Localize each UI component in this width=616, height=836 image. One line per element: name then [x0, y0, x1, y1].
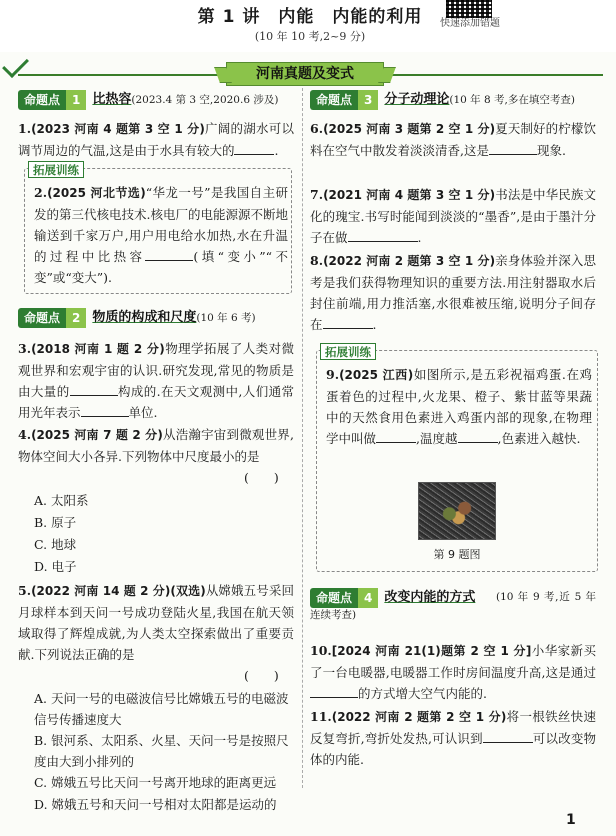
question-text: 从浩瀚宇宙到微观世界,物体空间大小各异.下列物体中尺度最小的是 — [18, 427, 294, 464]
question-source: (2022 河南 2 题第 2 空 1 分) — [331, 710, 507, 724]
extension-label: 拓展训练 — [320, 343, 376, 360]
answer-blank[interactable] — [323, 315, 373, 329]
topic-4-note: (10 年 9 考,近 5 年连续考查) — [310, 591, 596, 621]
header-bar — [0, 0, 616, 52]
question-text: 从嫦娥五号采回月球样本到天问一号成功登陆火星,我国在航天领域取得了辉煌成就,为人类太空探索做出了重要贡献.下列说法正确的是 — [18, 583, 294, 662]
column-divider — [302, 88, 303, 788]
question-number: 11. — [310, 709, 332, 724]
topic-number: 1 — [66, 90, 86, 110]
answer-blank[interactable] — [70, 382, 118, 396]
question-4 — [18, 424, 294, 467]
question-source: (2022 河南 14 题 2 分)(双选) — [31, 584, 206, 598]
topic-note: (2023.4 第 3 空,2020.6 涉及) — [131, 94, 279, 106]
topic-header-1 — [18, 90, 278, 110]
question-text: 物理学拓展了人类对微观世界和宏观宇宙的认识.研究发现,常见的物质是由大量的 — [18, 341, 294, 399]
topic-name: 分子动理论 — [384, 92, 450, 107]
question-3 — [18, 338, 294, 423]
option-b[interactable]: B. 银河系、太阳系、火星、天问一号是按照尺度由大到小排列的 — [34, 733, 289, 769]
question-end: ,色素进入越快. — [497, 431, 581, 446]
question-7 — [310, 184, 596, 248]
answer-paren[interactable]: ( ) — [244, 668, 279, 683]
question-9 — [326, 364, 592, 449]
question-1 — [18, 118, 294, 161]
topic-tag: 命题点 — [18, 308, 66, 328]
answer-blank[interactable] — [376, 429, 416, 443]
question-text: 广阔的湖水可以调节周边的气温,这是由于水具有较大的 — [18, 121, 294, 158]
option-c[interactable]: C. 嫦娥五号比天问一号离开地球的距离更远 — [34, 775, 277, 790]
qr-label: 快速添加错题 — [440, 18, 500, 29]
question-text: 书法是中华民族文化的瑰宝.书写时能闻到淡淡的“墨香”,是由于墨汁分子在做 — [310, 187, 596, 245]
question-5 — [18, 580, 294, 665]
question-6 — [310, 118, 596, 161]
question-number: 6. — [310, 121, 324, 136]
question-source: (2021 河南 4 题第 3 空 1 分) — [323, 188, 496, 202]
topic-tag: 命题点 — [310, 588, 358, 608]
question-end: . — [372, 317, 377, 332]
question-end: 现象. — [536, 143, 566, 158]
question-11 — [310, 706, 596, 770]
section-banner: 河南真题及变式 — [226, 62, 384, 86]
question-number: 3. — [18, 341, 32, 356]
question-end: 可以改变物体的内能. — [310, 731, 596, 767]
extension-label: 拓展训练 — [28, 161, 84, 178]
topic-number: 4 — [358, 588, 378, 608]
answer-blank[interactable] — [234, 141, 274, 155]
figure-caption: 第 9 题图 — [433, 548, 481, 561]
option-d[interactable]: D. 电子 — [34, 559, 77, 574]
question-text: 亲身体验并深入思考是我们获得物理知识的重要方法.用注射器取水后封住前端,用力推活塞,水很难被压缩,说明分子间存在 — [310, 253, 596, 332]
answer-blank[interactable] — [483, 729, 533, 743]
question-text: 将一根铁丝快速反复弯折,弯折处发热,可认识到 — [310, 709, 596, 746]
lesson-title: 第 1 讲 内能 内能的利用 — [197, 7, 423, 27]
question-end: 单位. — [128, 405, 158, 420]
question-number: 1. — [18, 121, 32, 136]
topic-name: 比热容 — [92, 92, 132, 107]
question-text: 构成的.在天文观测中,人们通常用光年表示 — [18, 384, 294, 420]
question-end: . — [274, 143, 279, 158]
question-source: (2025 河南 3 题第 2 空 1 分) — [323, 122, 496, 136]
question-source: [2024 河南 21(1)题第 2 空 1 分] — [331, 644, 532, 658]
option-c[interactable]: C. 地球 — [34, 537, 77, 552]
question-number: 4. — [18, 427, 32, 442]
question-text: 小华家新买了一台电暖器,电暖器工作时房间温度升高,这是通过 — [310, 643, 596, 680]
topic-number: 3 — [358, 90, 378, 110]
question-source: (2025 河北节选) — [47, 186, 146, 200]
answer-blank[interactable] — [348, 228, 418, 242]
lesson-subtitle: (10 年 10 考,2~9 分) — [254, 30, 366, 43]
question-text: 如图所示,是五彩祝福鸡蛋.在鸡蛋着色的过程中,火龙果、橙子、紫甘蓝等果蔬中的天然食用色素进入鸡蛋内部的现象,在物理学中叫做 — [326, 367, 592, 446]
question-2 — [34, 182, 288, 288]
topic-tag: 命题点 — [310, 90, 358, 110]
question-number: 2. — [34, 185, 48, 200]
page-number: 1 — [566, 812, 576, 828]
topic-number: 2 — [66, 308, 86, 328]
question-8 — [310, 250, 596, 335]
question-text: “华龙一号”是我国自主研发的第三代核电技术.核电厂的电能源源不断地输送到千家万户,用户用电给水加热,水在升温的过程中比热容 — [34, 185, 289, 264]
question-number: 7. — [310, 187, 324, 202]
topic-note: (10 年 8 考,多在填空考查) — [449, 94, 575, 106]
topic-note: (10 年 6 考) — [196, 312, 256, 324]
question-10 — [310, 640, 596, 704]
colored-eggs-photo — [418, 482, 496, 540]
question-number: 5. — [18, 583, 32, 598]
question-end: 的方式增大空气内能的. — [358, 686, 487, 701]
answer-blank[interactable] — [81, 403, 129, 417]
question-text: 夏天制好的柠檬饮料在空气中散发着淡淡清香,这是 — [310, 121, 596, 158]
answer-blank[interactable] — [458, 429, 498, 443]
answer-blank[interactable] — [310, 684, 358, 698]
question-number: 10. — [310, 643, 332, 658]
topic-header-3 — [310, 90, 575, 110]
option-a[interactable]: A. 太阳系 — [34, 493, 89, 508]
option-d[interactable]: D. 嫦娥五号和天问一号相对太阳都是运动的 — [34, 797, 277, 812]
topic-header-2 — [18, 308, 256, 328]
question-end: (填“变小”“不变”或“变大”). — [34, 249, 288, 285]
question-text: ,温度越 — [416, 431, 458, 446]
topic-name: 物质的构成和尺度 — [92, 310, 197, 325]
question-end: . — [417, 230, 422, 245]
topic-name: 改变内能的方式 — [384, 590, 476, 605]
question-source: (2025 河南 7 题 2 分) — [31, 428, 163, 442]
answer-blank[interactable] — [489, 141, 537, 155]
topic-tag: 命题点 — [18, 90, 66, 110]
question-source: (2023 河南 4 题第 3 空 1 分) — [31, 122, 205, 136]
question-number: 9. — [326, 367, 340, 382]
option-b[interactable]: B. 原子 — [34, 515, 77, 530]
answer-blank[interactable] — [145, 247, 193, 261]
question-source: (2018 河南 1 题 2 分) — [31, 342, 165, 356]
question-number: 8. — [310, 253, 324, 268]
answer-paren[interactable]: ( ) — [244, 470, 279, 485]
question-source: (2022 河南 2 题第 3 空 1 分) — [323, 254, 496, 268]
question-source: (2025 江西) — [339, 368, 414, 382]
option-a[interactable]: A. 天问一号的电磁波信号比嫦娥五号的电磁波信号传播速度大 — [34, 691, 289, 727]
